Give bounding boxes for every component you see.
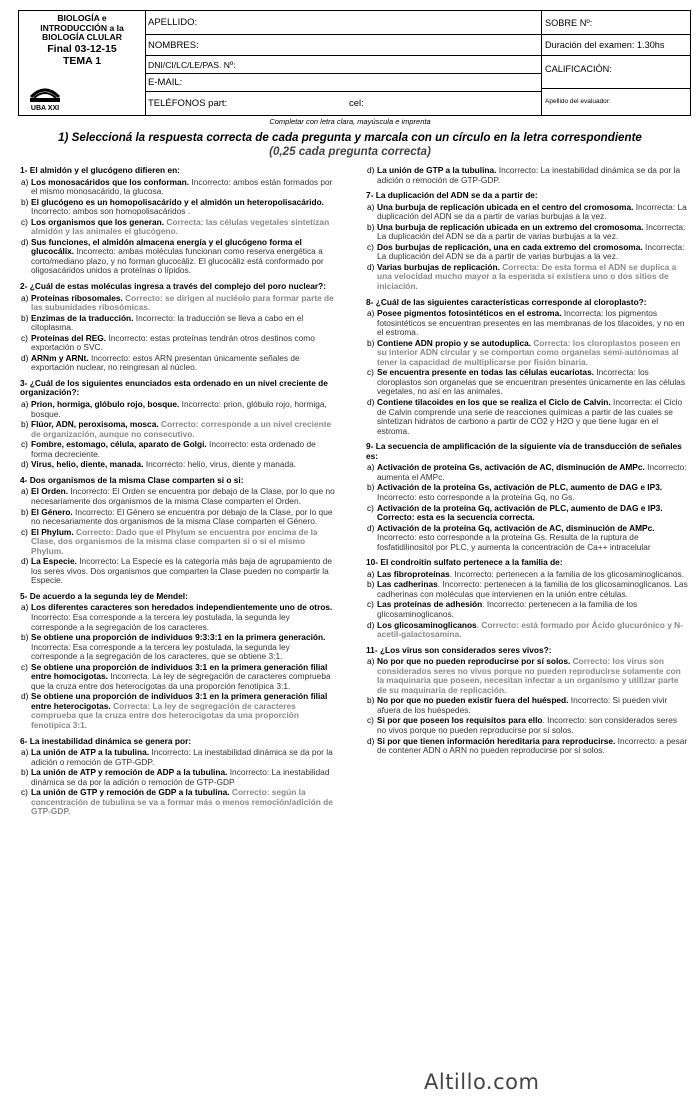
email-field[interactable]: E-MAIL: (145, 74, 541, 92)
answer-option[interactable] (20, 198, 338, 217)
evaluador-field: Apellido del evaluador: (545, 98, 611, 105)
question-number: 9- (366, 441, 374, 452)
option-letter[interactable]: c) (367, 502, 374, 513)
option-text: Sus funciones, el almidón almacena energía y el glucógeno forma el glucocálix. (31, 236, 302, 257)
answer-option[interactable] (20, 508, 338, 527)
subject-line-2: INTRODUCCIÓN a la (40, 22, 124, 33)
question-title (20, 737, 338, 747)
answer-option[interactable] (366, 524, 688, 553)
question-number: 5- (20, 590, 28, 601)
correct-explanation: Correcto: corresponde a un nivel creciente de organización, aunque no consecutivo. (31, 419, 332, 439)
answer-option[interactable] (366, 223, 688, 242)
answer-option[interactable] (366, 621, 688, 640)
option-letter[interactable]: b) (21, 196, 29, 207)
option-text: Los diferentes caracteres son heredados independientemente uno de otros. (31, 602, 333, 613)
option-text: Proteínas del REG. (31, 332, 107, 343)
answer-option[interactable] (366, 263, 688, 292)
incorrect-explanation: Incorrecto: aumenta el AMPc. (377, 462, 687, 482)
exam-header (18, 10, 691, 116)
answer-option[interactable] (366, 483, 688, 502)
option-text: Activación de la proteína Gq, activación de PLC, aumento de DAG e IP3. (377, 502, 663, 513)
option-letter[interactable]: c) (21, 526, 28, 537)
option-letter[interactable]: d) (21, 352, 29, 363)
option-text: El Orden. (31, 486, 69, 497)
question-number: 6- (20, 735, 28, 746)
calificacion-field: CALIFICACIÓN: (541, 56, 690, 89)
answer-option[interactable] (20, 294, 338, 313)
option-letter[interactable]: d) (367, 165, 375, 175)
option-letter[interactable]: a) (21, 486, 29, 497)
option-letter[interactable]: c) (367, 715, 374, 726)
option-letter[interactable]: b) (367, 695, 375, 706)
question (366, 646, 688, 756)
option-text: ARNm y ARNt. (31, 352, 89, 363)
option-letter[interactable]: c) (21, 661, 28, 672)
incorrect-explanation: Incorrecta: La duplicación del ADN se da a partir de varias burbujas a la vez. (377, 221, 686, 242)
option-letter[interactable]: d) (367, 522, 375, 533)
question (20, 476, 338, 586)
question-number: 11- (366, 644, 378, 655)
option-text: Las fibroproteínas (377, 568, 450, 579)
incorrect-explanation: . Incorrecto: pertenecen a la familia de los glicosaminoglicanos. Las cadherinas con moléculas que intervienen en la unión entre células. (377, 579, 688, 599)
option-letter[interactable]: b) (21, 767, 29, 778)
option-text: Se obtiene una proporción de individuos 9:3:3:1 en la primera generación. (31, 632, 326, 643)
incorrect-explanation: Incorrecto: ambos están formados por el mismo monosacárido, la glucosa. (31, 176, 333, 197)
question-number: 4- (20, 474, 28, 485)
option-letter[interactable]: a) (367, 308, 375, 319)
answer-option[interactable] (20, 768, 338, 787)
exam-info (541, 11, 690, 115)
answer-option[interactable] (20, 420, 338, 439)
incorrect-explanation: Incorrecto: La inestabilidad dinámica se da por la adición o remoción de GTP-GDP. (31, 747, 333, 767)
option-text: Los monosacáridos que los conforman. (31, 176, 190, 187)
incorrect-explanation: Incorrecto: a pesar de contener ADN o ARN no pueden reproducirse por sí solos. (377, 735, 688, 756)
dni-field[interactable]: DNI/CI/LC/LE/PAS. Nº: (145, 56, 541, 74)
option-letter[interactable]: b) (21, 312, 29, 323)
exam-date: Final 03-12-15 (47, 42, 117, 55)
correct-explanation: Correcta: los cloroplastos poseen en su interior ADN circular y se comportan como organelas semi-autónomas al tener la capacidad de multiplicarse por fisión binaria. (377, 337, 681, 367)
option-text: La unión de GTP a la tubulina. (377, 165, 497, 175)
logo-text: UBA XXI (30, 105, 60, 111)
option-letter[interactable]: c) (21, 439, 28, 450)
option-letter[interactable]: b) (21, 419, 29, 430)
answer-option[interactable] (20, 692, 338, 730)
option-text: Fombre, estomago, célula, aparato de Golgi. (31, 439, 207, 450)
incorrect-explanation: Incorrecta: Esa corresponde a la tercera ley postulada, la segunda ley corresponde a la segregación de los caracteres, que se obtiene 3:1. (31, 641, 290, 662)
option-text: Virus, helio, diente, manada. (31, 459, 144, 470)
question-text: La secuencia de amplificación de la siguiente vía de transducción de señales es: (366, 441, 682, 461)
answer-option[interactable] (20, 663, 338, 692)
question-text: Dos organismos de la misma Clase comparten si o si: (29, 474, 244, 485)
option-text: El Phylum. (31, 526, 74, 537)
option-text: Si por que poseen los requisitos para ello (377, 715, 543, 726)
answer-option[interactable] (20, 788, 338, 817)
incorrect-explanation: Incorrecto: El Género se encuentra por debajo de la Clase, por lo que no necesariamente dos organismos de la misma Clase comparten el Género. (31, 506, 333, 527)
option-letter[interactable]: d) (367, 619, 375, 630)
question (20, 737, 338, 817)
incorrect-explanation: Incorrecto: Esa corresponde a la tercera ley postulada, la segunda ley corresponde a la segregación de los caracteres. (31, 611, 290, 632)
answer-option[interactable] (20, 603, 338, 632)
answer-option[interactable] (20, 557, 338, 586)
correct-explanation: Correcto: se dirigen al nucléolo para formar parte de las subunidades ribosómicas. (31, 292, 334, 313)
option-text: Dos burbujas de replicación, una en cada extremo del cromosoma. (377, 241, 643, 252)
option-letter[interactable]: b) (367, 221, 375, 232)
answer-option[interactable] (20, 400, 338, 419)
option-letter[interactable]: c) (21, 787, 28, 798)
left-column (20, 166, 338, 823)
option-letter[interactable]: d) (21, 691, 29, 702)
student-fields (145, 11, 542, 115)
option-letter[interactable]: d) (367, 397, 375, 408)
section-title-line-2: (0,25 cada pregunta correcta) (269, 145, 431, 158)
answer-option[interactable] (20, 354, 338, 373)
answer-option[interactable] (366, 737, 688, 756)
question-text: ¿Cuál de estas moléculas ingresa a través del complejo del poro nuclear?: (29, 281, 327, 292)
answer-option[interactable] (20, 334, 338, 353)
incorrect-explanation: Incorrecto: El Orden se encuentra por debajo de la Clase, por lo que no necesariamente dos organismos de la misma Clase comparten el Orden. (31, 486, 335, 506)
option-letter[interactable]: a) (21, 292, 29, 303)
option-text: Activación de la proteína Gq, activación de AC, disminución de AMPc. (377, 522, 655, 533)
incorrect-explanation: Incorrecto: La inestabilidad dinámica se da por la adición o remoción de GTP-GDP. (377, 165, 681, 185)
question-text: De acuerdo a la segunda ley de Mendel: (29, 590, 188, 601)
answer-option[interactable] (366, 600, 688, 619)
option-text: Activación de la proteína Gs, activación de PLC, aumento de DAG e IP3. (377, 482, 663, 493)
incorrect-explanation: Incorrecto: ambas moléculas funcionan como reserva energética a corto/mediano plazo, y no forman glucocáliz. El glucocáliz está conformado por oligosacáridos unidos a proteínas o lípidos. (31, 246, 324, 276)
option-letter[interactable]: d) (21, 459, 29, 470)
section-title-line-1: 1) Seleccioná la respuesta correcta de cada pregunta y marcala con un círculo en la letra correspondiente (58, 131, 642, 144)
instruction-note: Completar con letra clara, mayúscula e imprenta (269, 117, 431, 126)
correct-explanation: Correcto: esta es la secuencia correcta. (377, 512, 535, 523)
incorrect-explanation: Incorrecta: el Ciclo de Calvin comprende una serie de reacciones químicas a partir de las cuales se sintetizan hidratos de carbono a partir de CO2 y H2O y que tiene lugar en el estroma. (377, 397, 683, 436)
question-title (366, 298, 688, 308)
option-letter[interactable]: c) (367, 367, 374, 378)
question (366, 298, 688, 437)
question (20, 166, 338, 276)
incorrect-explanation: Incorrecto: Si pueden vivir afuera de los huéspedes. (377, 695, 668, 715)
question (20, 592, 338, 731)
answer-option[interactable] (20, 178, 338, 197)
correct-explanation: Correcto: Dado que el Phylum se encuentra por encima de la Clase, dos organismos de la misma clase comparten si o sí el mismo Phylum. (31, 526, 318, 556)
apellido-field[interactable]: APELLIDO: (145, 11, 541, 35)
option-text: La unión de ATP a la tubulina. (31, 747, 150, 758)
subject-box (19, 11, 146, 115)
correct-explanation: Correcta: las células vegetales sintetizan almidón y las animales el glucógeno. (31, 216, 330, 237)
question-text: El condroitin sulfato pertenece a la familia de: (380, 557, 563, 568)
answer-option[interactable] (366, 716, 688, 735)
correct-explanation: Correcto: los virus son considerados seres no vivos porque no pueden reproducirse solamente con la maquinaria que poseen, necesitan infectar a un organismo y utilizar parte de su maquinaria de replicación. (377, 656, 681, 695)
incorrect-explanation: . Incorrecto: pertenecen a la familia de los glicosaminoglicanos. (377, 599, 638, 619)
exam-tema: TEMA 1 (62, 54, 102, 67)
option-letter[interactable]: a) (21, 176, 29, 187)
answer-option[interactable] (366, 580, 688, 599)
answer-option[interactable] (366, 243, 688, 262)
option-letter[interactable]: a) (367, 656, 375, 667)
option-letter[interactable]: b) (21, 632, 29, 643)
cel-label: cel: (349, 98, 364, 109)
incorrect-explanation: Incorrecto: esta ordenado de forma decreciente. (31, 439, 316, 459)
option-text: Proteínas ribosomales. (31, 292, 123, 303)
question-title (20, 592, 338, 602)
question-text: ¿Cuál de las siguientes características corresponde al cloroplasto?: (375, 296, 647, 307)
incorrect-explanation: Incorrecta: los cloroplastos son organelas que se encuentran presentes únicamente en las células vegetales, no así en las animales. (377, 367, 685, 397)
question-number: 8- (366, 296, 374, 307)
correct-explanation: . Correcto: está formado por Ácido glucurónico y N-acetil-galactosamina. (377, 619, 683, 640)
option-letter[interactable]: c) (367, 599, 374, 610)
option-text: Los organismos que los generan. (31, 216, 165, 227)
option-text: La Especie. (31, 556, 77, 567)
option-letter[interactable]: d) (367, 261, 375, 272)
section-title (14, 131, 686, 159)
option-letter[interactable]: b) (367, 579, 375, 590)
option-text: La unión de GTP y remoción de GDP a la tubulina. (31, 787, 230, 798)
option-text: Se obtiene una proporción de individuos 3:1 en la primera generación filial entre heterocigotas. (31, 691, 328, 711)
correct-explanation: Correcta: La ley de segregación de caracteres comprueba que la cruza entre dos heterocigotas da una proporción fenotípica 3:1. (31, 700, 299, 730)
question-number: 10- (366, 557, 379, 568)
option-text: Se encuentra presente en todas las células eucariotas. (377, 367, 595, 378)
option-text: Contiene ADN propio y se autoduplica. (377, 337, 532, 348)
option-text: Contiene tilacoides en los que se realiza el Ciclo de Calvin. (377, 397, 611, 408)
question (20, 379, 338, 470)
question-title (366, 442, 688, 461)
answer-option[interactable] (20, 633, 338, 662)
incorrect-explanation: Incorrecto: la traducción se lleva a cabo en el citoplasma. (31, 312, 304, 333)
subject-line-3: BIOLOGÍA CLULAR (42, 32, 122, 43)
incorrect-explanation: Incorrecto: prion, glóbulo rojo, hormiga, bosque. (31, 399, 327, 419)
option-letter[interactable]: a) (367, 568, 375, 579)
footer-watermark: Altillo.com (424, 1070, 540, 1094)
option-letter[interactable]: a) (367, 462, 375, 473)
answer-option[interactable] (366, 166, 688, 185)
duracion-field: Duración del examen: 1.30hs (541, 35, 690, 56)
option-text: Prion, hormiga, glóbulo rojo, bosque. (31, 399, 180, 410)
question-text: La duplicación del ADN se da a partir de: (375, 190, 538, 201)
question-text: La inestabilidad dinámica se genera por: (29, 735, 192, 746)
answer-option[interactable] (366, 463, 688, 482)
incorrect-explanation: Incorrecto: La Especie es la categoría más baja de agrupamiento de los seres vivos. Dos organismos que comparten la Clase pueden no compartir la Especie. (31, 556, 333, 586)
incorrect-explanation: . Incorrecto: son considerados seres no vivos porque no pueden reproducirse por sí solos. (377, 715, 678, 735)
nombres-field[interactable]: NOMBRES: (145, 35, 541, 56)
option-text: El Género. (31, 506, 73, 517)
answer-option[interactable] (20, 528, 338, 557)
sobre-field[interactable]: SOBRE Nº: (541, 11, 690, 35)
answer-option[interactable] (20, 460, 338, 470)
question-text: ¿Cuál de los siguientes enunciados esta ordenado en un nivel creciente de organización?: (20, 377, 328, 398)
option-text: Las proteínas de adhesión (377, 599, 483, 610)
option-text: Posee pigmentos fotosintéticos en el estroma. (377, 308, 562, 319)
answer-option[interactable] (366, 203, 688, 222)
option-letter[interactable]: c) (21, 332, 28, 343)
option-text: Activación de proteína Gs, activación de AC, disminución de AMPc. (377, 462, 645, 473)
option-letter[interactable]: b) (21, 506, 29, 517)
incorrect-explanation: Incorrecta: La duplicación del ADN se da a partir de varias burbujas a la vez. (377, 201, 687, 222)
option-letter[interactable]: a) (21, 747, 29, 758)
option-letter[interactable]: d) (21, 556, 29, 567)
incorrect-explanation: Incorrecta: los pigmentos fotosintéticos se encuentran presentes en las membranas de los tilacoides, y no en el estroma. (377, 308, 685, 338)
option-text: Los glicosaminoglicanos (377, 619, 477, 630)
question-number: 1- (20, 165, 28, 175)
question-title (20, 379, 338, 398)
option-letter[interactable]: a) (367, 201, 375, 212)
answer-option[interactable] (20, 238, 338, 276)
option-text: La unión de ATP y remoción de ADP a la tubulina. (31, 767, 228, 778)
answer-option[interactable] (20, 487, 338, 506)
subject-line-1: BIOLOGÍA e (57, 13, 107, 23)
option-letter[interactable]: b) (367, 337, 375, 348)
answer-option[interactable] (366, 309, 688, 338)
answer-option[interactable] (20, 748, 338, 767)
question (20, 282, 338, 373)
answer-option[interactable] (366, 657, 688, 695)
question (366, 558, 688, 639)
option-letter[interactable]: a) (21, 399, 29, 410)
option-letter[interactable]: a) (21, 602, 29, 613)
answer-option[interactable] (366, 339, 688, 368)
correct-explanation: Correcto: según la concentración de tubulina se va a formar más o menos remoción/adición de GTP-GDP. (31, 787, 333, 817)
telefonos-label: TELÉFONOS part: (148, 98, 228, 109)
answer-option[interactable] (366, 504, 688, 523)
answer-option[interactable] (366, 570, 688, 580)
option-letter[interactable]: d) (367, 735, 375, 746)
subject-title (19, 14, 145, 67)
question-title (366, 191, 688, 201)
question (366, 442, 688, 552)
correct-explanation: Correcta: De esta forma el ADN se duplica a una velocidad mucho mayor a la esperada si existiera uno o dos sitios de iniciación. (377, 261, 677, 292)
answer-option[interactable] (366, 398, 688, 436)
incorrect-explanation: . Incorrecto: pertenecen a la familia de los glicosaminoglicanos. (449, 568, 685, 579)
answer-option[interactable] (20, 314, 338, 333)
question-title (20, 476, 338, 486)
incorrect-explanation: Incorrecto: esto corresponde a la proteína Gq, no Gs. (377, 491, 575, 502)
answer-option[interactable] (366, 368, 688, 397)
right-column (366, 166, 688, 762)
option-text: Enzimas de la traducción. (31, 312, 134, 323)
option-text: Si por que tienen información hereditaria para reproducirse. (377, 735, 616, 746)
option-text: Una burbuja de replicación ubicada en el centro del cromosoma. (377, 201, 634, 212)
question-title (366, 558, 688, 568)
uba-xxi-logo-icon (27, 81, 63, 111)
question (366, 166, 688, 185)
option-letter[interactable]: b) (367, 482, 375, 493)
incorrect-explanation: Incorrecto: estas proteínas tendrán otros destinos como exportación o SVC. (31, 332, 315, 353)
answer-option[interactable] (366, 696, 688, 715)
question-text: ¿Los virus son considerados seres vivos?: (379, 644, 552, 655)
option-text: El glucógeno es un homopolisacárido y el almidón un heteropolisacárido. (31, 196, 325, 207)
question-number: 3- (20, 377, 28, 388)
question-text: El almidón y el glucógeno difieren en: (29, 165, 180, 175)
option-text: Varias burbujas de replicación. (377, 261, 500, 272)
incorrect-explanation: Incorrecto: helio, virus, diente y manada. (143, 459, 297, 470)
question-title (366, 646, 688, 656)
answer-option[interactable] (20, 218, 338, 237)
option-text: Las cadherinas (377, 579, 438, 590)
incorrect-explanation: Incorrecto: La inestabilidad dinámica se da por la adición o remoción de GTP-GDP (31, 767, 330, 787)
answer-option[interactable] (20, 440, 338, 459)
option-letter[interactable]: d) (21, 236, 29, 247)
option-letter[interactable]: c) (21, 216, 28, 227)
option-text: No por que no pueden reproducirse por sí solos. (377, 656, 571, 667)
incorrect-explanation: Incorrecto: estos ARN presentan únicamente señales de exportación nuclear, no reingresan al núcleo. (31, 352, 300, 373)
incorrect-explanation: Incorrecto: esto corresponde a la proteína Gs. Resulta de la ruptura de fosfatidilinositol por PLC, y aumenta la concentración de Ca++ intracelular (377, 532, 651, 552)
option-letter[interactable]: c) (367, 241, 374, 252)
question-title (20, 282, 338, 292)
incorrect-explanation: Incorrecto: ambos son homopolisacáridos . (31, 206, 191, 217)
option-text: Flúor, ADN, peroxisoma, mosca. (31, 419, 159, 430)
telefonos-field[interactable] (145, 92, 541, 115)
incorrect-explanation: Incorrecta. La ley de segregación de caracteres comprueba que la cruza entre dos heterocigotas da una proporción fenotípica 3:1. (31, 671, 331, 691)
option-text: Se obtiene una proporción de individuos 3:1 en la primera generación filial entre homocigotas. (31, 661, 328, 682)
option-text: Una burbuja de replicación ubicada en un extremo del cromosoma. (377, 221, 644, 232)
question-title (20, 166, 338, 176)
incorrect-explanation: Incorrecta: La duplicación del ADN se da a partir de varias burbujas a la vez. (377, 241, 685, 262)
option-text: No por que no pueden existir fuera del huésped. (377, 695, 569, 706)
question-number: 2- (20, 281, 28, 292)
question-number: 7- (366, 190, 374, 201)
question (366, 191, 688, 291)
